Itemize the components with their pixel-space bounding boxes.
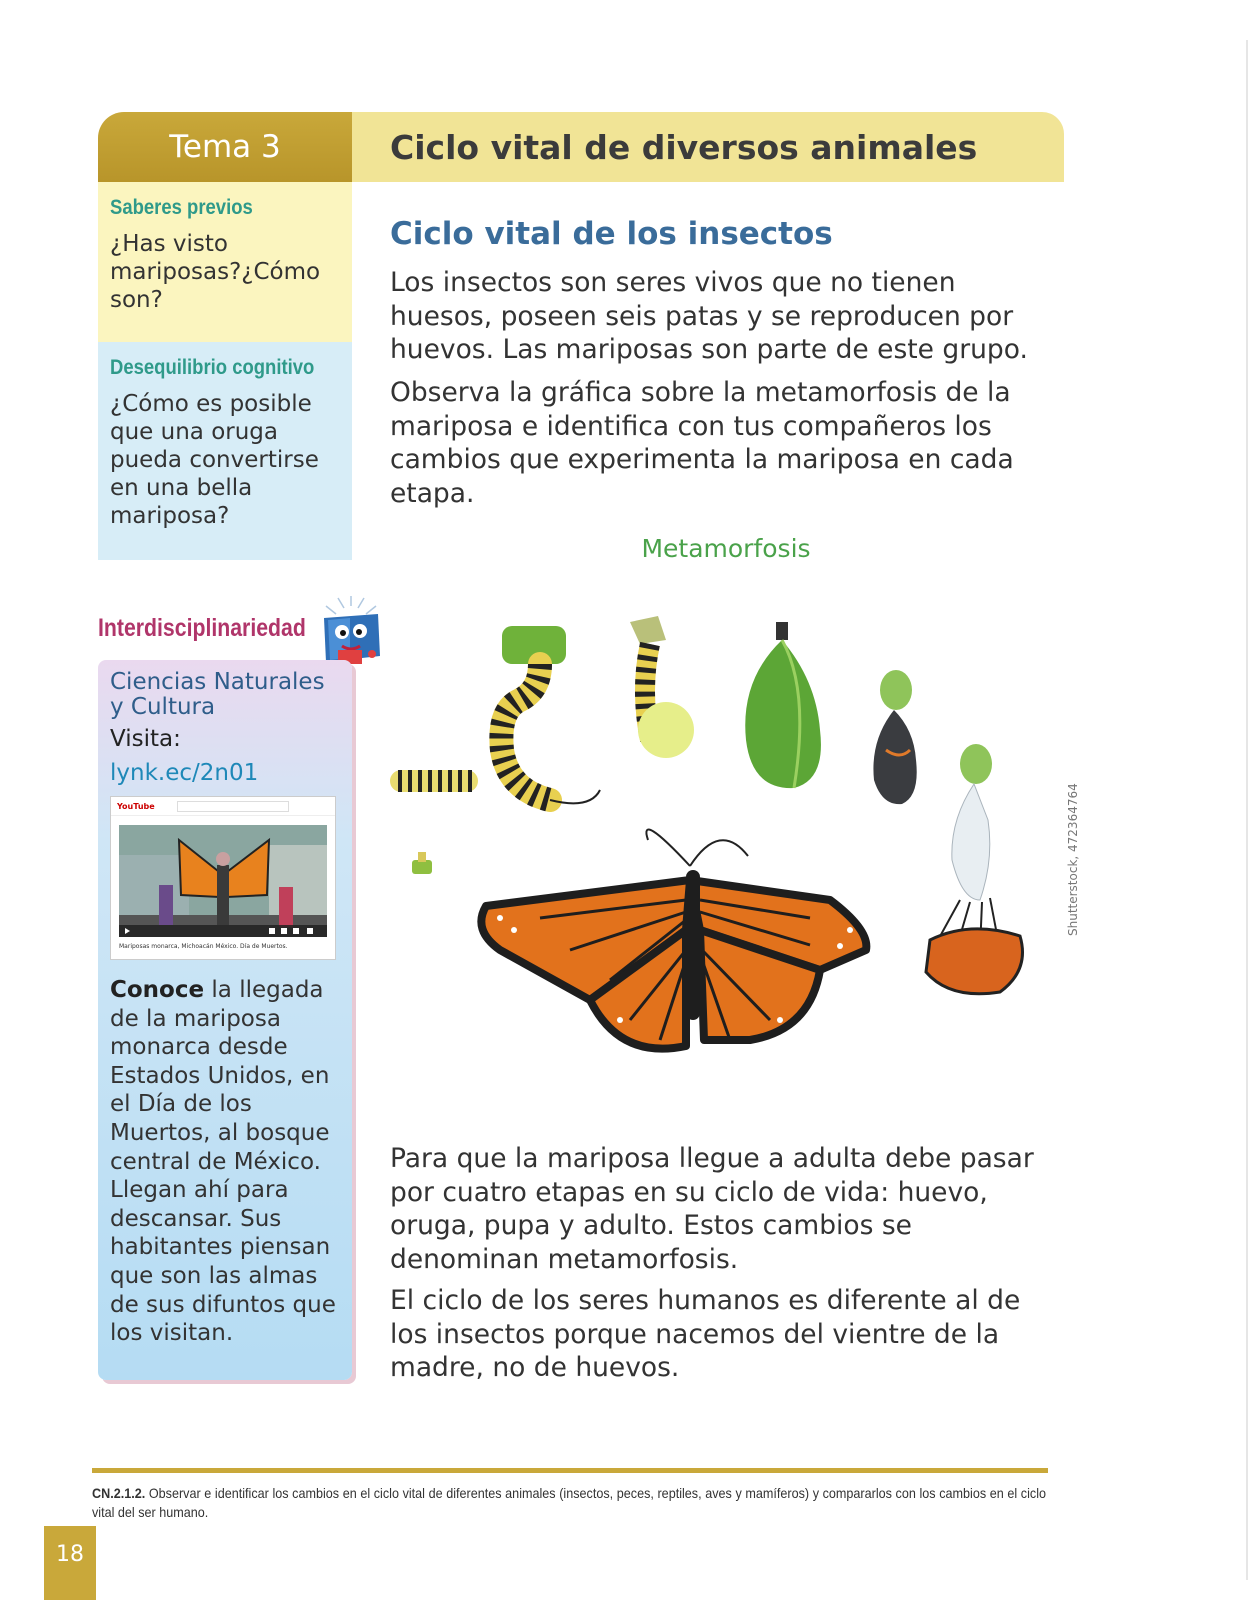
book-mascot-icon bbox=[316, 596, 386, 670]
objective-code: CN.2.1.2. bbox=[92, 1485, 146, 1501]
metamorphosis-illustration bbox=[390, 600, 1070, 1080]
objective-text: Observar e identificar los cambios en el ciclo vital de diferentes animales (insectos, peces, reptiles, aves y mamíferos) y compararlos con los cambios en el ciclo vital del ser humano. bbox=[92, 1485, 1046, 1520]
visit-label: Visita: bbox=[110, 726, 181, 752]
saberes-previos-box bbox=[98, 182, 352, 342]
video-caption: Mariposas monarca, Michoacán México. Día de Muertos. bbox=[119, 943, 288, 950]
title-bar bbox=[352, 112, 1064, 182]
resource-link[interactable]: lynk.ec/2n01 bbox=[110, 760, 259, 786]
interdisciplinariedad-body bbox=[110, 976, 342, 1348]
page-number bbox=[44, 1526, 96, 1600]
footer-objective bbox=[92, 1484, 1046, 1522]
figure-title: Metamorfosis bbox=[641, 534, 811, 563]
desequilibrio-heading: Desequilibrio cognitivo bbox=[110, 356, 315, 379]
footer-rule bbox=[92, 1468, 1048, 1473]
paragraph-humanos: El ciclo de los seres humanos es diferente al de los insectos porque nacemos del vientre de la madre, no de huevos. bbox=[390, 1285, 1021, 1383]
page-title: Ciclo vital de diversos animales bbox=[390, 127, 978, 167]
interdisciplinariedad-box bbox=[98, 660, 352, 1380]
pre-pupa-image bbox=[630, 616, 694, 758]
egg-stage-image bbox=[412, 852, 432, 874]
hanging-caterpillar-image bbox=[501, 626, 600, 803]
subject-title: Ciencias Naturales y Cultura bbox=[110, 669, 325, 720]
interdisciplinariedad-heading: Interdisciplinariedad bbox=[98, 614, 306, 642]
paragraph-observa: Observa la gráfica sobre la metamorfosis de la mariposa e identifica con tus compañeros los cambios que experimenta la mariposa en cada etapa. bbox=[390, 377, 1014, 509]
video-frame[interactable] bbox=[119, 825, 327, 937]
page-number-label: 18 bbox=[56, 1542, 84, 1567]
video-search-box bbox=[177, 801, 289, 812]
emerging-butterfly-image bbox=[926, 744, 1023, 994]
dark-chrysalis-image bbox=[873, 670, 916, 804]
adult-monarch-image bbox=[481, 830, 866, 1049]
desequilibrio-text: ¿Cómo es posible que una oruga pueda convertirse en una bella mariposa? bbox=[110, 391, 319, 529]
saberes-previos-text: ¿Has visto mariposas?¿Cómo son? bbox=[110, 231, 321, 313]
paragraph-insectos: Los insectos son seres vivos que no tienen huesos, poseen seis patas y se reproducen por huevos. Las mariposas son parte de este grupo. bbox=[390, 267, 1028, 365]
youtube-logo: YouTube bbox=[117, 801, 155, 811]
tema-label: Tema 3 bbox=[169, 129, 281, 165]
section-subtitle: Ciclo vital de los insectos bbox=[390, 216, 833, 252]
body-lead-word: Conoce bbox=[110, 977, 205, 1003]
tema-tab bbox=[98, 112, 352, 182]
small-caterpillar-image bbox=[390, 770, 478, 792]
green-chrysalis-image bbox=[745, 622, 821, 788]
body-text: la llegada de la mariposa monarca desde Estados Unidos, en el Día de los Muertos, al bosque central de México. Llegan ahí para descansar. Sus habitantes piensan que son las almas de sus difuntos que los visitan. bbox=[110, 977, 336, 1347]
saberes-previos-heading: Saberes previos bbox=[110, 196, 253, 219]
paragraph-etapas: Para que la mariposa llegue a adulta debe pasar por cuatro etapas en su ciclo de vida: huevo, oruga, pupa y adulto. Estos cambios se denominan metamorfosis. bbox=[390, 1143, 1034, 1275]
video-top-bar bbox=[111, 797, 335, 816]
video-scene-image bbox=[119, 825, 327, 937]
video-thumbnail[interactable] bbox=[110, 796, 336, 960]
desequilibrio-box bbox=[98, 342, 352, 560]
figure-credit: Shutterstock, 472364764 bbox=[1066, 783, 1080, 937]
